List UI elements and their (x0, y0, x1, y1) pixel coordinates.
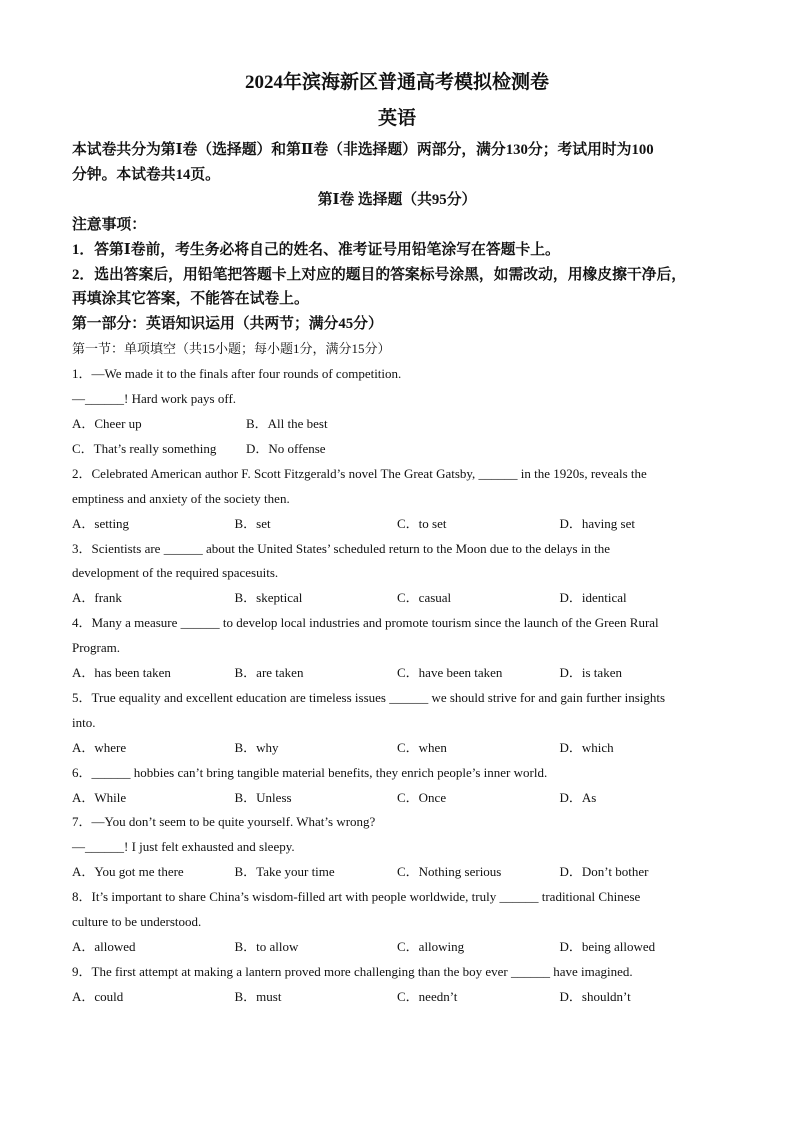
answer-option[interactable]: C．Once (397, 789, 447, 805)
answer-option[interactable]: D．which (559, 739, 614, 755)
question-text-line: 4．Many a measure ______ to develop local industries and promote tourism since the launch of the Green Rural (72, 615, 659, 631)
options-row (72, 412, 722, 437)
question-text-line: 7．—You don’t seem to be quite yourself. What’s wrong? (72, 814, 376, 830)
answer-option[interactable]: D．identical (559, 590, 627, 606)
notice-item-1: 1．答第Ⅰ卷前，考生务必将自己的姓名、准考证号用铅笔涂写在答题卡上。 (72, 241, 560, 258)
answer-option[interactable]: C．when (397, 739, 447, 755)
question-text-line: 9．The first attempt at making a lantern proved more challenging than the boy ever ______ have imagined. (72, 963, 633, 979)
answer-option[interactable]: C．allowing (397, 939, 465, 954)
options-row (72, 586, 722, 611)
answer-option[interactable]: C．casual (397, 590, 452, 606)
answer-option[interactable]: C．That’s really something (72, 440, 217, 456)
answer-option[interactable]: A．setting (72, 515, 130, 531)
question-block (72, 885, 722, 960)
answer-option[interactable]: D．is taken (559, 665, 622, 681)
question-text-line: 2．Celebrated American author F. Scott Fitzgerald’s novel The Great Gatsby, ______ in the 1920s, reveals the (72, 465, 647, 481)
answer-option[interactable]: D．No offense (246, 440, 326, 456)
options-row (72, 661, 722, 686)
part1-heading: 第Ⅰ卷 选择题（共95分） (317, 191, 477, 208)
answer-option[interactable]: B．are taken (234, 665, 304, 681)
options-row (72, 736, 722, 761)
answer-option[interactable]: B．why (234, 739, 279, 755)
question-text-line: 3．Scientists are ______ about the United States’ scheduled return to the Moon due to the delays in the (72, 540, 611, 556)
answer-option[interactable]: A．You got me there (72, 864, 184, 880)
question-block (72, 761, 722, 811)
notice-item-2a: 2．选出答案后，用铅笔把答题卡上对应的题目的答案标号涂黑，如需改动，用橡皮擦干净后， (72, 266, 687, 283)
answer-option[interactable]: A．where (72, 739, 127, 755)
question-text-line: culture to be understood. (72, 914, 202, 930)
question-text-line: —______! I just felt exhausted and sleepy. (72, 839, 295, 855)
answer-option[interactable]: B．Take your time (234, 864, 335, 880)
answer-option[interactable]: A．frank (72, 590, 122, 606)
answer-option[interactable]: B．set (234, 515, 271, 531)
question-block (72, 462, 722, 537)
answer-option[interactable]: D．shouldn’t (559, 988, 631, 1004)
answer-option[interactable]: A．Cheer up (72, 415, 142, 431)
exam-title: 2024年滨海新区普通高考模拟检测卷 (244, 72, 549, 93)
answer-option[interactable]: A．While (72, 789, 127, 805)
options-row (72, 512, 722, 537)
question-text-line: into. (72, 714, 96, 730)
question-text-line: —______! Hard work pays off. (72, 391, 237, 407)
notice-heading: 注意事项： (72, 216, 146, 233)
answer-option[interactable]: B．skeptical (234, 590, 303, 606)
notice-item-2b: 再填涂其它答案，不能答在试卷上。 (72, 291, 309, 308)
options-row (72, 935, 722, 960)
answer-option[interactable]: A．has been taken (72, 665, 171, 681)
question-text-line: emptiness and anxiety of the society then. (72, 490, 290, 506)
options-row (72, 985, 722, 1010)
question-block (72, 686, 722, 761)
answer-option[interactable]: C．Nothing serious (397, 864, 502, 880)
question-text-line: Program. (72, 640, 121, 656)
question-text-line: 1．—We made it to the finals after four rounds of competition. (72, 366, 402, 382)
answer-option[interactable]: A．could (72, 988, 124, 1004)
subject-title: 英语 (377, 108, 416, 129)
question-text-line: 6．______ hobbies can’t bring tangible material benefits, they enrich people’s inner world. (72, 764, 548, 780)
intro-line-1: 本试卷共分为第Ⅰ卷（选择题）和第Ⅱ卷（非选择题）两部分，满分130分；考试用时为100 (72, 142, 654, 158)
answer-option[interactable]: D．being allowed (559, 939, 656, 954)
answer-option[interactable]: B．All the best (246, 415, 328, 431)
question-text-line: 8．It’s important to share China’s wisdom-filled art with people worldwide, truly ______ traditional Chinese (72, 889, 641, 905)
question-block (72, 362, 722, 462)
answer-option[interactable]: B．to allow (234, 939, 299, 954)
options-row (72, 437, 722, 462)
section1-heading: 第一部分：英语知识运用（共两节；满分45分） (72, 316, 383, 333)
question-text-line: 5．True equality and excellent education are timeless issues ______ we should strive for and gain further insights (72, 689, 666, 705)
question-text-line: development of the required spacesuits. (72, 565, 279, 581)
answer-option[interactable]: C．to set (397, 515, 447, 531)
options-row (72, 786, 722, 811)
answer-option[interactable]: A．allowed (72, 939, 136, 954)
answer-option[interactable]: D．Don’t bother (559, 864, 649, 880)
answer-option[interactable]: C．have been taken (397, 665, 503, 681)
question-block (72, 960, 722, 1010)
answer-option[interactable]: B．Unless (234, 789, 292, 805)
intro-line-2: 分钟。本试卷共14页。 (72, 166, 220, 183)
question-block (72, 810, 722, 885)
answer-option[interactable]: D．having set (559, 515, 635, 531)
question-block (72, 611, 722, 686)
answer-option[interactable]: C．needn’t (397, 988, 458, 1004)
question-list (72, 362, 722, 1010)
options-row (72, 860, 722, 885)
answer-option[interactable]: D．As (559, 789, 597, 805)
question-block (72, 537, 722, 612)
answer-option[interactable]: B．must (234, 988, 282, 1004)
subsection1-heading: 第一节：单项填空（共15小题；每小题1分，满分15分） (72, 341, 391, 357)
